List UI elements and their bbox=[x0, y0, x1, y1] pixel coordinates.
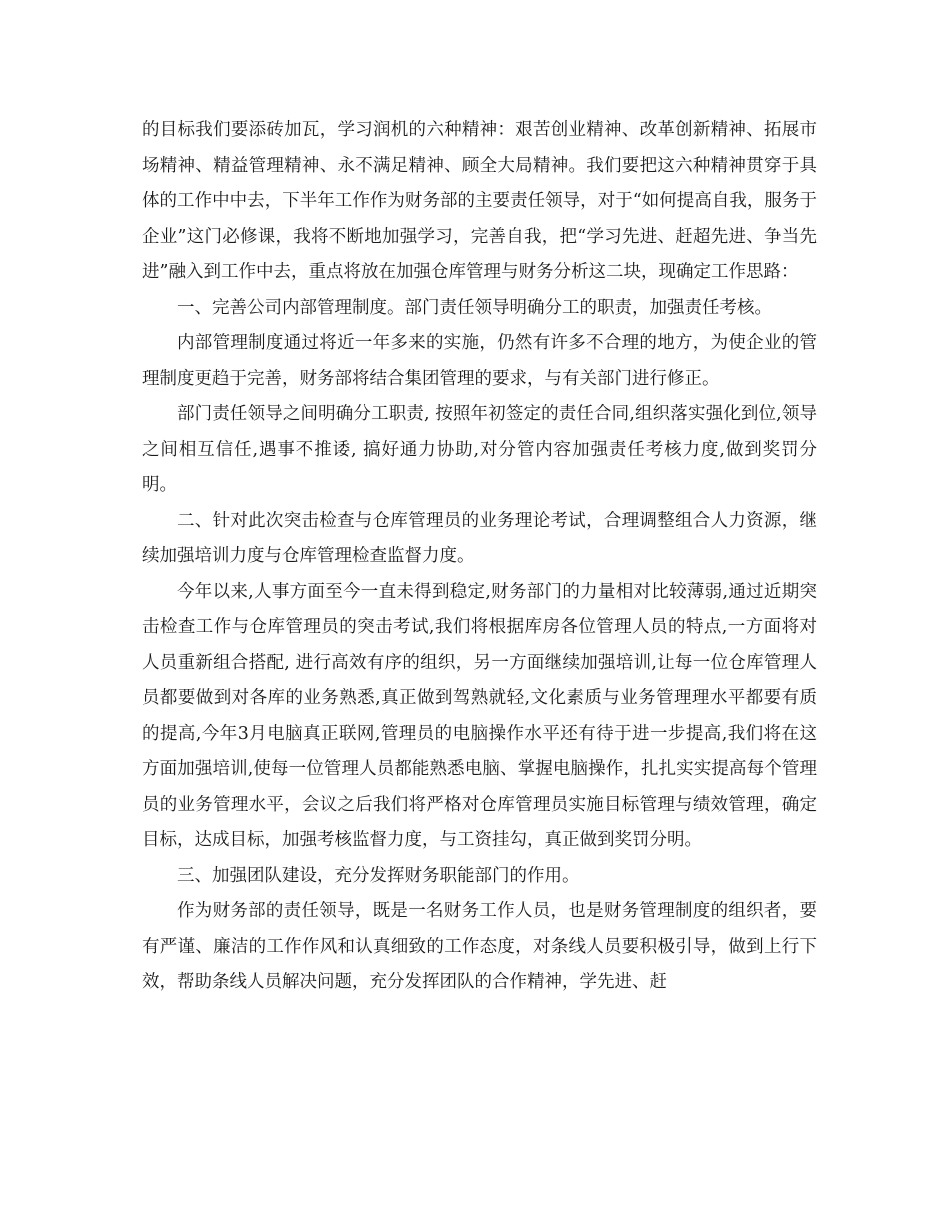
paragraph-team-building: 作为财务部的责任领导，既是一名财务工作人员，也是财务管理制度的组织者，要有严谨、廉洁的工作作风和认真细致的工作态度，对条线人员要积极引导，做到上行下效，帮助条线人员解决问题，充分发挥团队的合作精神，学先进、赶 bbox=[142, 901, 817, 992]
paragraph-intro-continuation: 的目标我们要添砖加瓦，学习润机的六种精神：艰苦创业精神、改革创新精神、拓展市场精神、精益管理精神、永不满足精神、顾全大局精神。我们要把这六种精神贯穿于具体的工作中中去，下半年工作作为财务部的主要责任领导，对于“如何提高自我，服务于企业”这门必修课，我将不断地加强学习，完善自我，把“学习先进、赶超先进、争当先进”融入到工作中去，重点将放在加强仓库管理与财务分析这二块，现确定工作思路： bbox=[142, 120, 817, 282]
paragraph-internal-management: 内部管理制度通过将近一年多来的实施，仍然有许多不合理的地方，为使企业的管理制度更趋于完善，财务部将结合集团管理的要求，与有关部门进行修正。 bbox=[142, 333, 817, 389]
heading-section-one: 一、完善公司内部管理制度。部门责任领导明确分工的职责，加强责任考核。 bbox=[177, 297, 772, 318]
heading-section-two: 二、针对此次突击检查与仓库管理员的业务理论考试，合理调整组合人力资源，继续加强培训力度与仓库管理检查监督力度。 bbox=[142, 510, 817, 566]
paragraph-warehouse-training: 今年以来,人事方面至今一直未得到稳定,财务部门的力量相对比较薄弱,通过近期突击检查工作与仓库管理员的突击考试,我们将根据库房各位管理人员的特点,一方面将对人员重新组合搭配, 进行高效有序的组织，另一方面继续加强培训,让每一位仓库管理人员都要做到对各库的业务熟悉,真正做到驾熟就轻,文化素质与业务管理理水平都要有质的提高,今年3月电脑真正联网,管理员的电脑操作水平还有待于进一步提高,我们将在这方面加强培训,使每一位管理人员都能熟悉电脑、掌握电脑操作，扎扎实实提高每个管理员的业务管理水平，会议之后我们将严格对仓库管理员实施目标管理与绩效管理，确定目标，达成目标，加强考核监督力度，与工资挂勾，真正做到奖罚分明。 bbox=[142, 581, 817, 850]
paragraph-responsibility-division: 部门责任领导之间明确分工职责, 按照年初签定的责任合同,组织落实强化到位,领导之间相互信任,遇事不推诿, 搞好通力协助,对分管内容加强责任考核力度,做到奖罚分明。 bbox=[142, 404, 817, 495]
document-body bbox=[142, 113, 817, 1001]
heading-section-three: 三、加强团队建设，充分发挥财务职能部门的作用。 bbox=[177, 865, 580, 886]
